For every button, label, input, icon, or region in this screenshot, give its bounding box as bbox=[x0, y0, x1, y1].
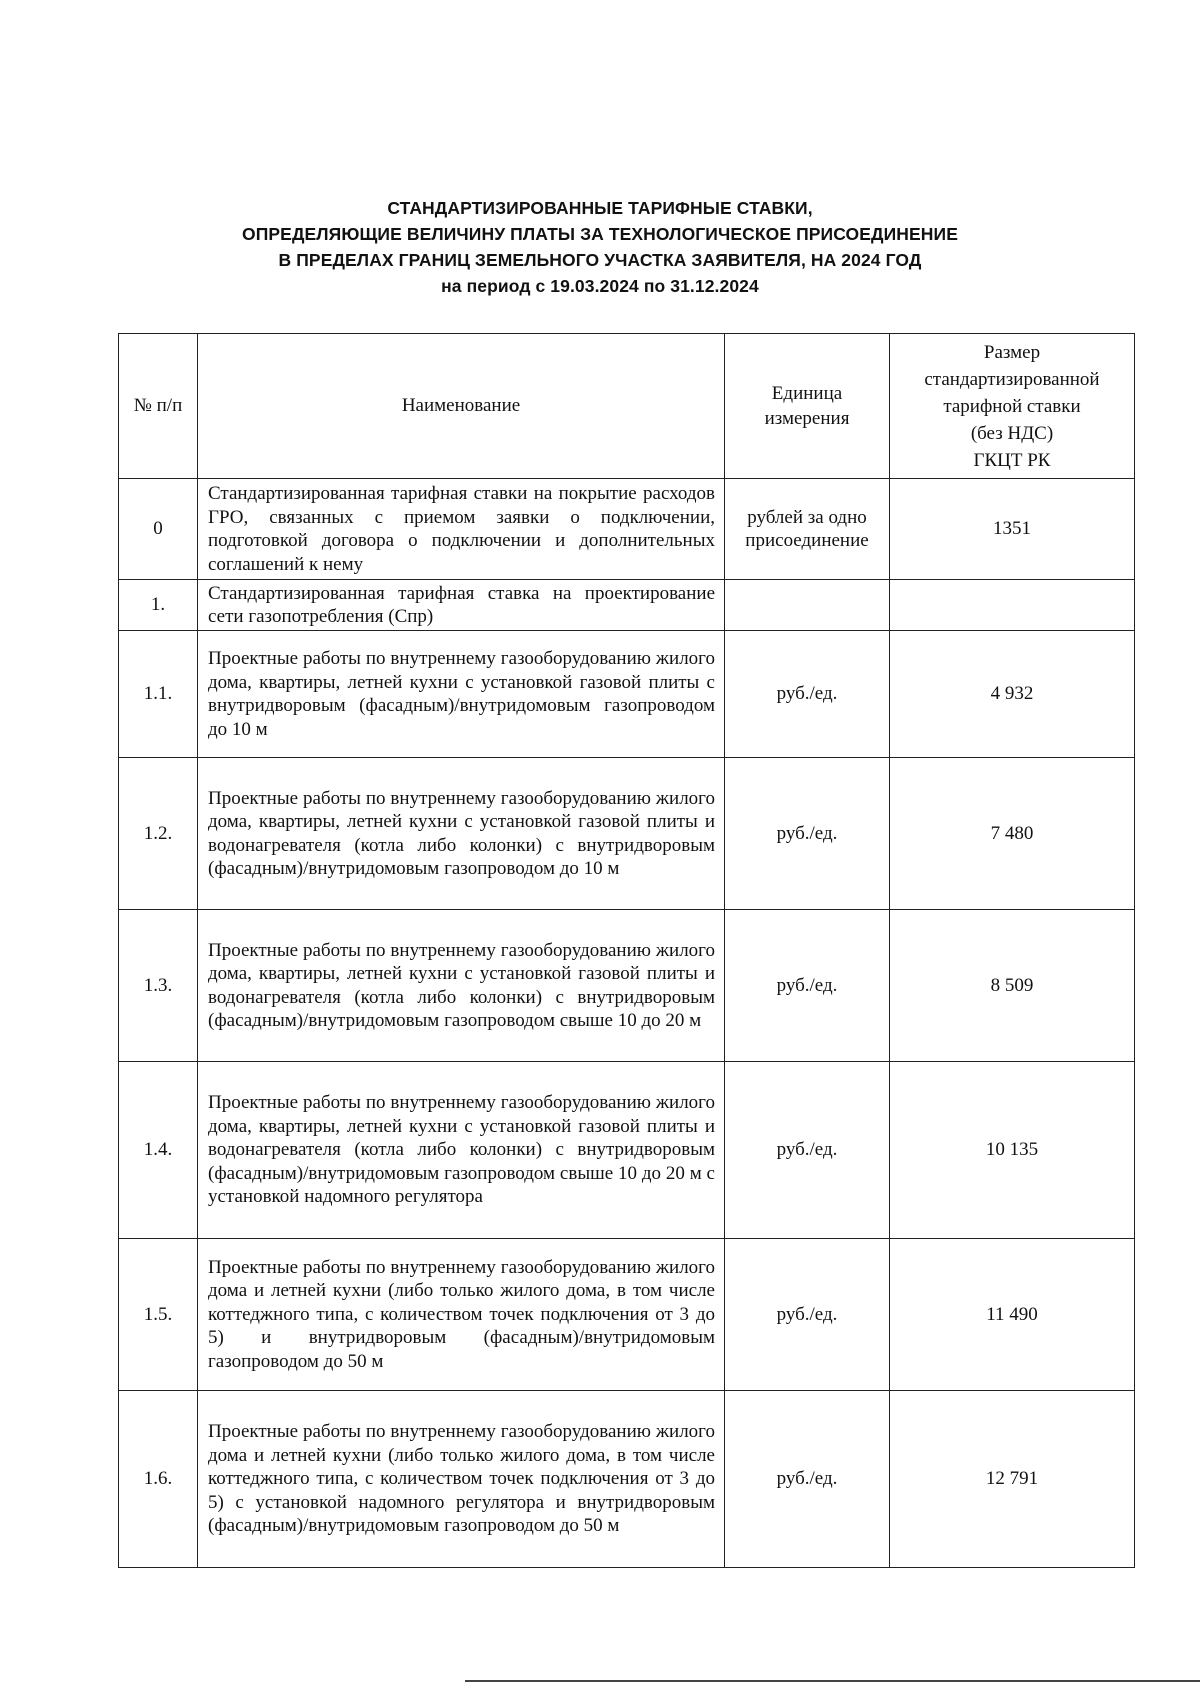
row-value: 12 791 bbox=[890, 1391, 1135, 1568]
row-number: 1. bbox=[119, 580, 198, 631]
table-row bbox=[119, 631, 1135, 758]
row-unit: руб./ед. bbox=[725, 1239, 890, 1391]
row-unit: руб./ед. bbox=[725, 631, 890, 758]
row-value: 7 480 bbox=[890, 758, 1135, 910]
row-unit: руб./ед. bbox=[725, 758, 890, 910]
row-number: 1.1. bbox=[119, 631, 198, 758]
row-value: 8 509 bbox=[890, 910, 1135, 1062]
footer-divider bbox=[465, 1680, 1200, 1682]
header-unit-line: измерения bbox=[764, 408, 850, 429]
row-number: 0 bbox=[119, 479, 198, 580]
row-unit: руб./ед. bbox=[725, 1391, 890, 1568]
table-row bbox=[119, 580, 1135, 631]
tariff-table bbox=[118, 333, 1135, 1568]
row-name: Проектные работы по внутреннему газооборудованию жилого дома, квартиры, летней кухни с установкой газовой плиты и водонагревателя (котла либо колонки) с внутридворовым (фасадным)/внутридомовым газопроводом свыше 10 до 20 м с установкой надомного регулятора bbox=[198, 1062, 725, 1239]
row-unit: руб./ед. bbox=[725, 1062, 890, 1239]
header-value-line: Размер bbox=[983, 341, 1041, 363]
header-name: Наименование bbox=[198, 334, 725, 479]
row-name: Проектные работы по внутреннему газооборудованию жилого дома и летней кухни (либо только жилого дома, в том числе коттеджного типа, с количеством точек подключения от 3 до 5) и внутридворовым (фасадным)/внутридомовым газопроводом до 50 м bbox=[198, 1239, 725, 1391]
table-row bbox=[119, 1239, 1135, 1391]
header-number: № п/п bbox=[119, 334, 198, 479]
row-unit: рублей за одно присоединение bbox=[725, 479, 890, 580]
header-value-line: стандартизированной bbox=[924, 368, 1100, 390]
header-value-line: тарифной ставки bbox=[943, 395, 1081, 417]
row-number: 1.6. bbox=[119, 1391, 198, 1568]
table-row bbox=[119, 479, 1135, 580]
row-value bbox=[890, 580, 1135, 631]
row-value: 10 135 bbox=[890, 1062, 1135, 1239]
row-value: 1351 bbox=[890, 479, 1135, 580]
document-header bbox=[0, 195, 1200, 299]
row-value: 11 490 bbox=[890, 1239, 1135, 1391]
row-name: Стандартизированная тарифная ставка на проектирование сети газопотребления (Спр) bbox=[198, 580, 725, 631]
header-value-line: (без НДС) bbox=[970, 422, 1054, 444]
table-row bbox=[119, 758, 1135, 910]
header-value-line: ГКЦТ РК bbox=[973, 449, 1051, 471]
table-row bbox=[119, 910, 1135, 1062]
header-value bbox=[890, 334, 1135, 479]
header-unit-line: Единица bbox=[771, 383, 843, 404]
row-number: 1.3. bbox=[119, 910, 198, 1062]
title-line-2: ОПРЕДЕЛЯЮЩИЕ ВЕЛИЧИНУ ПЛАТЫ ЗА ТЕХНОЛОГИЧЕСКОЕ ПРИСОЕДИНЕНИЕ bbox=[242, 224, 958, 244]
row-unit: руб./ед. bbox=[725, 910, 890, 1062]
table-row bbox=[119, 1062, 1135, 1239]
row-name: Стандартизированная тарифная ставки на покрытие расходов ГРО, связанных с приемом заявки о подключении, подготовкой договора о подключении и дополнительных соглашений к нему bbox=[198, 479, 725, 580]
row-name: Проектные работы по внутреннему газооборудованию жилого дома, квартиры, летней кухни с установкой газовой плиты и водонагревателя (котла либо колонки) с внутридворовым (фасадным)/внутридомовым газопроводом свыше 10 до 20 м bbox=[198, 910, 725, 1062]
row-number: 1.5. bbox=[119, 1239, 198, 1391]
title-line-3: В ПРЕДЕЛАХ ГРАНИЦ ЗЕМЕЛЬНОГО УЧАСТКА ЗАЯВИТЕЛЯ, НА 2024 ГОД bbox=[278, 250, 922, 270]
table-row bbox=[119, 1391, 1135, 1568]
title-line-1: СТАНДАРТИЗИРОВАННЫЕ ТАРИФНЫЕ СТАВКИ, bbox=[387, 198, 813, 218]
row-name: Проектные работы по внутреннему газооборудованию жилого дома и летней кухни (либо только жилого дома, в том числе коттеджного типа, с количеством точек подключения от 3 до 5) с установкой надомного регулятора и внутридворовым (фасадным)/внутридомовым газопроводом до 50 м bbox=[198, 1391, 725, 1568]
row-name: Проектные работы по внутреннему газооборудованию жилого дома, квартиры, летней кухни с установкой газовой плиты и водонагревателя (котла либо колонки) с внутридворовым (фасадным)/внутридомовым газопроводом до 10 м bbox=[198, 758, 725, 910]
row-number: 1.2. bbox=[119, 758, 198, 910]
header-unit bbox=[725, 334, 890, 479]
period-line: на период с 19.03.2024 по 31.12.2024 bbox=[441, 276, 759, 296]
row-name: Проектные работы по внутреннему газооборудованию жилого дома, квартиры, летней кухни с установкой газовой плиты с внутридворовым (фасадным)/внутридомовым газопроводом до 10 м bbox=[198, 631, 725, 758]
row-value: 4 932 bbox=[890, 631, 1135, 758]
table-header-row bbox=[119, 334, 1135, 479]
row-unit bbox=[725, 580, 890, 631]
row-number: 1.4. bbox=[119, 1062, 198, 1239]
